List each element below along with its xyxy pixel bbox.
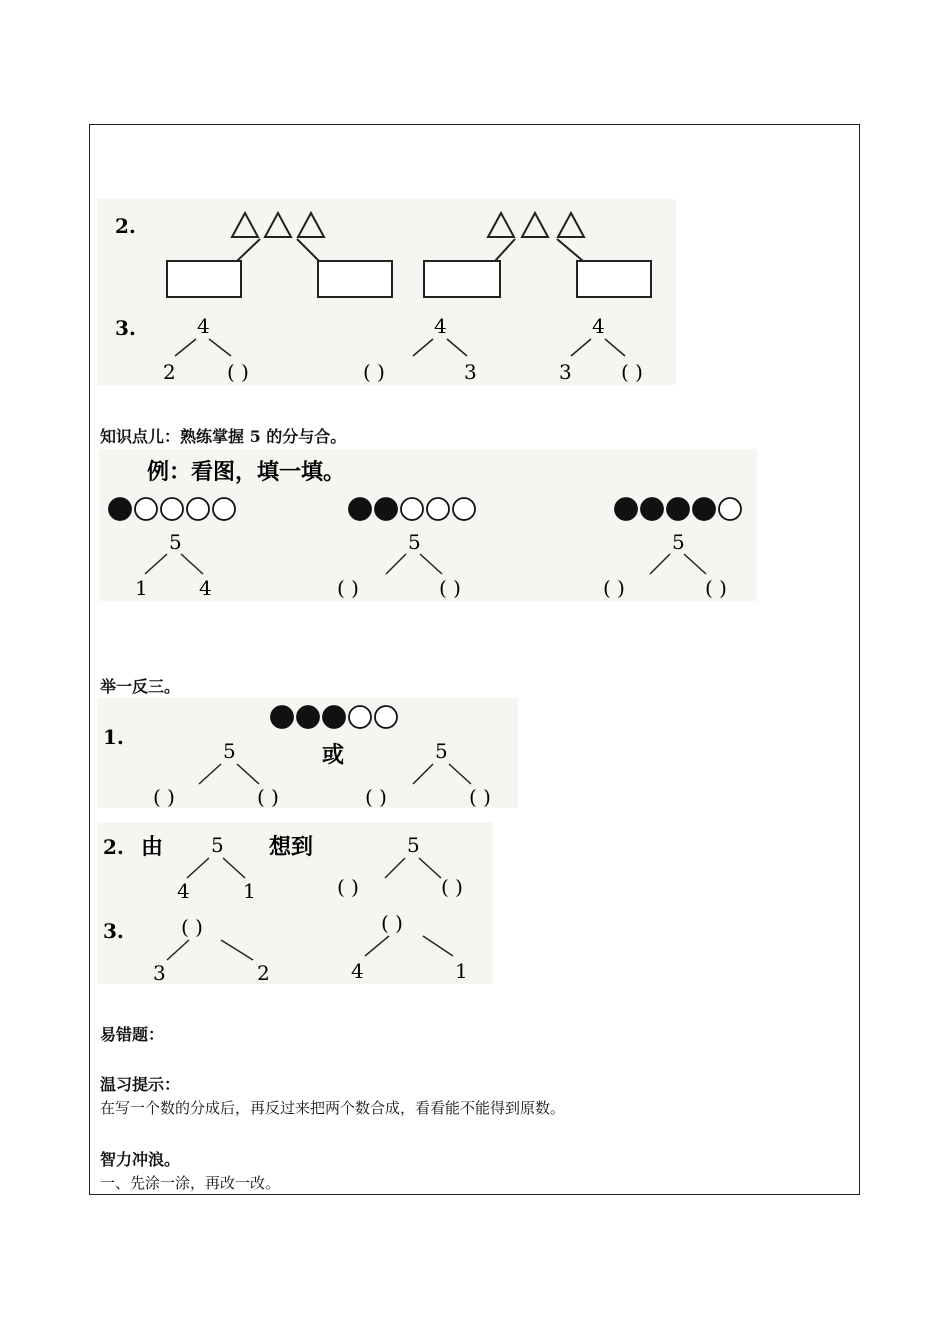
svg-text:2: 2 (257, 961, 270, 984)
example-group-1-empty-dot (213, 498, 235, 520)
svg-text:( ): ( ) (337, 576, 359, 600)
practice3-label: 3. (103, 919, 124, 943)
dots-row (109, 498, 741, 520)
practice1-filled-dot (297, 706, 319, 728)
svg-text:( ): ( ) (439, 576, 461, 600)
practice3-bond-d (351, 911, 468, 983)
example-group-3-empty-dot (719, 498, 741, 520)
example-group-3-filled-dot (641, 498, 663, 520)
svg-text:( ): ( ) (337, 875, 359, 899)
connector-lines (237, 239, 583, 261)
svg-text:( ): ( ) (365, 785, 387, 808)
example-bond-3 (603, 530, 727, 600)
svg-text:( ): ( ) (603, 576, 625, 600)
svg-text:( ): ( ) (153, 785, 175, 808)
svg-text:4: 4 (351, 959, 364, 983)
svg-text:( ): ( ) (257, 785, 279, 808)
svg-text:( ): ( ) (381, 911, 403, 935)
number-bond-3 (559, 314, 643, 384)
svg-text:3: 3 (464, 360, 477, 384)
svg-text:( ): ( ) (363, 360, 385, 384)
svg-text:4: 4 (197, 314, 210, 338)
practice2-bond-b (337, 833, 463, 899)
triangle-group-left (232, 213, 324, 237)
example-group-2-empty-dot (401, 498, 423, 520)
example-bond-1 (135, 530, 212, 600)
figure-triangles-bonds (97, 199, 676, 385)
svg-text:1: 1 (243, 879, 256, 903)
svg-text:3: 3 (153, 961, 166, 984)
answer-boxes (167, 261, 651, 297)
svg-text:5: 5 (408, 530, 421, 554)
review-tip-heading: 温习提示： (100, 1075, 181, 1094)
challenge-text: 一、先涂一涂，再改一改。 (100, 1174, 281, 1192)
figure-practice-1 (97, 698, 518, 808)
practice-heading: 举一反三。 (100, 677, 181, 696)
example-group-3-filled-dot (615, 498, 637, 520)
example-group-2-filled-dot (349, 498, 371, 520)
q3-label: 3. (115, 316, 136, 340)
example-bond-2 (337, 530, 461, 600)
example-group-1-empty-dot (187, 498, 209, 520)
example-group-1-empty-dot (161, 498, 183, 520)
number-bond-2 (363, 314, 477, 384)
practice3-bond-c (153, 915, 270, 984)
svg-text:5: 5 (407, 833, 420, 857)
svg-text:5: 5 (169, 530, 182, 554)
svg-text:( ): ( ) (621, 360, 643, 384)
practice2-label: 2. (103, 835, 124, 859)
svg-text:5: 5 (435, 739, 448, 763)
practice2-bond-a (177, 833, 256, 903)
review-tip-text: 在写一个数的分成后，再反过来把两个数合成，看看能不能得到原数。 (100, 1099, 566, 1117)
practice1-filled-dot (271, 706, 293, 728)
svg-text:1: 1 (135, 576, 148, 600)
number-bond-1 (163, 314, 249, 384)
example-heading: 例：看图，填一填。 (147, 459, 346, 485)
figure-example-dots (99, 449, 757, 601)
svg-text:4: 4 (199, 576, 212, 600)
svg-text:( ): ( ) (227, 360, 249, 384)
svg-text:4: 4 (434, 314, 447, 338)
svg-text:4: 4 (592, 314, 605, 338)
error-prone-heading: 易错题： (100, 1025, 165, 1044)
practice1-bond-1 (153, 739, 279, 808)
practice-dots-row (271, 706, 397, 728)
svg-text:( ): ( ) (469, 785, 491, 808)
or-text: 或 (322, 742, 345, 768)
svg-text:1: 1 (455, 959, 468, 983)
svg-text:( ): ( ) (181, 915, 203, 939)
think-text: 想到 (269, 834, 314, 860)
svg-text:5: 5 (211, 833, 224, 857)
practice1-empty-dot (349, 706, 371, 728)
practice1-bond-2 (365, 739, 491, 808)
knowledge-point-heading: 知识点儿：熟练掌握 5 的分与合。 (100, 427, 347, 446)
svg-text:( ): ( ) (441, 875, 463, 899)
svg-text:3: 3 (559, 360, 572, 384)
example-group-1-filled-dot (109, 498, 131, 520)
practice1-filled-dot (323, 706, 345, 728)
example-group-1-empty-dot (135, 498, 157, 520)
example-group-2-filled-dot (375, 498, 397, 520)
figure-practice-2 (97, 822, 493, 984)
svg-text:5: 5 (223, 739, 236, 763)
practice1-label: 1. (103, 725, 124, 749)
q2-label: 2. (115, 214, 136, 238)
svg-text:2: 2 (163, 360, 176, 384)
from-text: 由 (141, 834, 164, 860)
example-group-3-filled-dot (667, 498, 689, 520)
example-group-2-empty-dot (427, 498, 449, 520)
practice1-empty-dot (375, 706, 397, 728)
example-group-3-filled-dot (693, 498, 715, 520)
svg-text:4: 4 (177, 879, 190, 903)
svg-text:5: 5 (672, 530, 685, 554)
svg-text:( ): ( ) (705, 576, 727, 600)
triangle-group-right (488, 213, 584, 237)
example-group-2-empty-dot (453, 498, 475, 520)
challenge-heading: 智力冲浪。 (100, 1150, 181, 1169)
